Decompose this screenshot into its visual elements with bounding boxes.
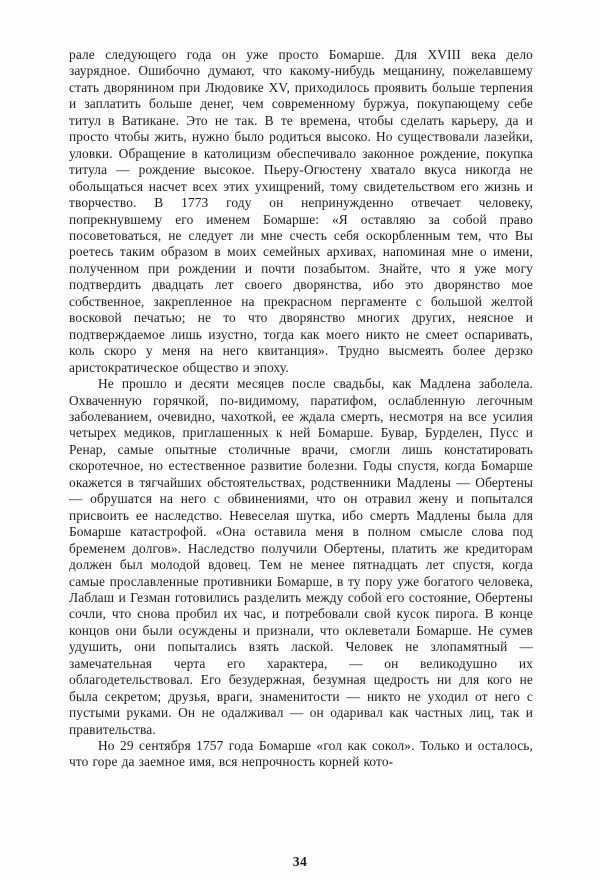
page-number: 34 [292,854,308,869]
paragraph: Но 29 сентября 1757 года Бомарше «гол как сокол». Только и осталось, что горе да заемное имя, вся непрочность корней кото- [69,738,533,770]
text-block [69,47,533,771]
paragraph: Не прошло и десяти месяцев после свадьбы, как Мадлена заболела. Охваченную горячкой, по-видимому, паратифом, ослабленную легочным заболеванием, очевидно, чахоткой, ее ждала смерть, несмотря на все усилия четырех медиков, приглашенных к ней Бомарше. Бувар, Бурделен, Пусс и Ренар, самые опытные столичные врачи, смогли лишь констатировать скоротечное, но естественное развитие болезни. Годы спустя, когда Бомарше окажется в тягчайших обстоятельствах, родственники Мадлены — Обертены — обрушатся на него с обвинениями, что он отравил жену и попытался присвоить ее наследство. Невеселая шутка, ибо смерть Мадлены была для Бомарше катастрофой. «Она оставила меня в полном смысле слова под бременем долгов». Наследство получили Обертены, платить же кредиторам должен был молодой вдовец. Тем не менее пятнадцать лет спустя, когда самые прославленные противники Бомарше, в ту пору уже богатого человека, Лаблаш и Гезман готовились разделить между собой его состояние, Обертены сочли, что снова пробил их час, и потребовали свой кусок пирога. В конце концов они были осуждены и признали, что оклеветали Бомарше. Не сумев удушить, они попытались взять лаской. Человек не злопамятный — замечательная черта его характера, — он великодушно их облагодетельствовал. Его безудержная, безумная щедрость ни для кого не была секретом; друзья, враги, знаменитости — никто не уходил от него с пустыми руками. Он не одалживал — он одаривал как частных лиц, так и правительства. [69,376,533,737]
paragraph-continuation: рале следующего года он уже просто Бомарше. Для XVIII века дело заурядное. Ошибочно думают, что какому-нибудь мещанину, пожелавшему стать дворянином при Людовике XV, приходилось проявить больше терпения и заплатить больше денег, чем современному буржуа, покупающему себе титул в Ватикане. Это не так. В те времена, чтобы сделать карьеру, да и просто чтобы жить, нужно было родиться высоко. Но существовали лазейки, уловки. Обращение в католицизм обеспечивало законное рождение, покупка титула — рождение высокое. Пьеру-Огюстену хватало вкуса никогда не обольщаться насчет всех этих ухищрений, тому свидетельством его жизнь и творчество. В 1773 году он непринужденно отвечает человеку, попрекнувшему его именем Бомарше: «Я оставляю за собой право посоветоваться, не следует ли мне счесть себя оскорбленным тем, что Вы роетесь таким образом в моих семейных архивах, напоминая мне о имени, полученном при рождении и почти позабытом. Знайте, что я уже могу подтвердить двадцать лет своего дворянства, ибо это дворянство мое собственное, закрепленное на прекрасном пергаменте с большой желтой восковой печатью; не то что дворянство многих других, неясное и подтверждаемое лишь изустно, тогда как моего никто не смеет оспаривать, коль скоро у меня на него квитанция». Трудно высмеять более дерзко аристократическое общество и эпоху. [69,47,533,375]
